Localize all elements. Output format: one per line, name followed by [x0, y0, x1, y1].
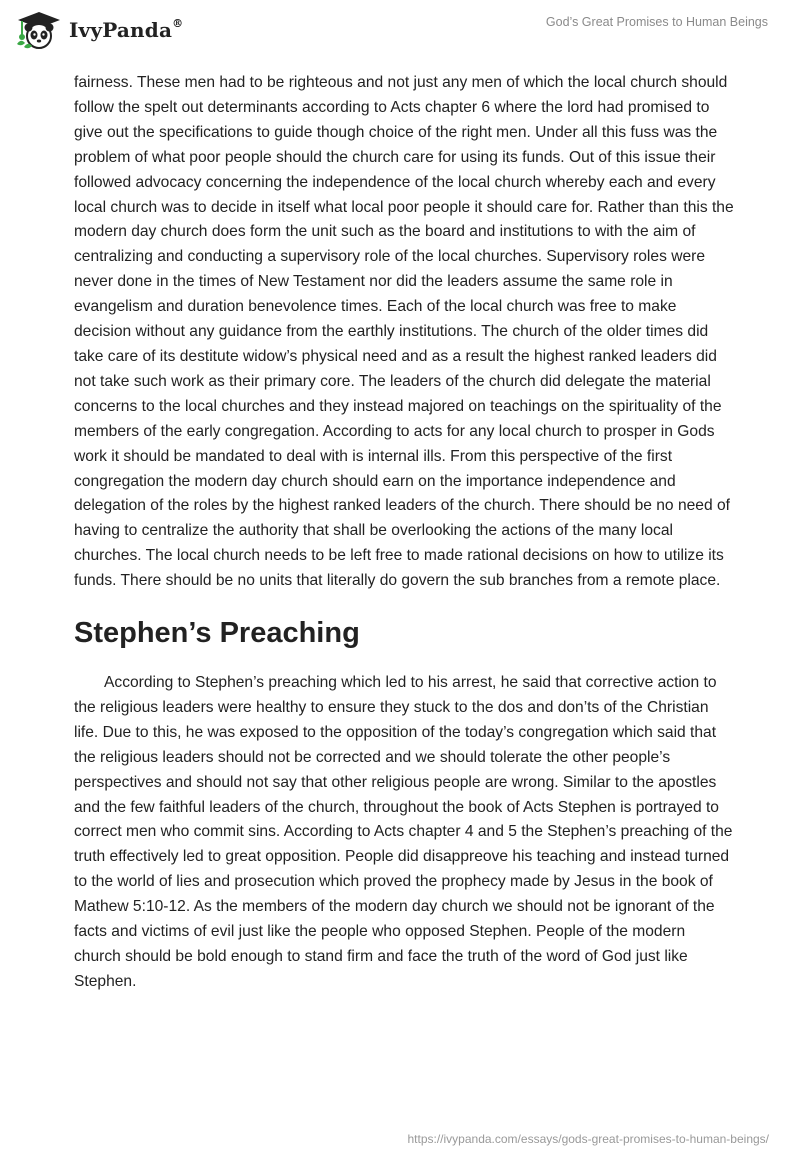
ivypanda-logo[interactable]: [14, 10, 183, 50]
panda-graduate-logo-icon: [14, 10, 64, 50]
body-paragraph: fairness. These men had to be righteous and not just any men of which the local church should follow the spelt out determinants according to Acts chapter 6 where the lord had promised to give out the specifications to guide though choice of the right men. Under all this fuss was the problem of what poor people should the church care for using its funds. Out of this issue their followed advocacy concerning the independence of the local church whereby each and every local church was to decide in itself what local poor people it should care for. Rather than this the modern day church does form the unit such as the board and institutions to with the aim of centralizing and conducting a supervisory role of the local churches. Supervisory roles were never done in the times of New Testament nor did the leaders assume the same role in evangelism and duration benevolence times. Each of the local church was free to make decision without any guidance from the earthly institutions. The church of the older times did take care of its destitute widow’s physical need and as a result the highest ranked leaders did not take such work as their primary core. The leaders of the church did delegate the material concerns to the local churches and they instead majored on teachings on the spirituality of the members of the early congregation. According to acts for any local church to prosper in Gods work it should be mandated to deal with is internal ills. From this perspective of the first congregation the modern day church should earn on the importance independence and delegation of the roles by the highest ranked leaders of the church. There should be no need of having to centralize the authority that shall be overlooking the actions of the many local churches. The local church needs to be left free to made rational decisions on how to utilize its funds. There should be no units that literally do govern the sub branches from a remote place.: [74, 74, 734, 590]
section-heading: Stephen’s Preaching: [74, 617, 360, 650]
source-url[interactable]: https://ivypanda.com/essays/gods-great-promises-to-human-beings/: [407, 1132, 769, 1146]
essay-content: [74, 71, 734, 995]
page-header: [0, 0, 800, 60]
body-paragraph: According to Stephen’s preaching which led to his arrest, he said that corrective action to the religious leaders were healthy to ensure they stuck to the dos and don’ts of the Christian life. Due to this, he was exposed to the opposition of the today’s congregation which said that the religious leaders should not be corrected and we should tolerate the other people’s perspectives and should not say that other religious people are wrong. Similar to the apostles and the few faithful leaders of the church, throughout the book of Acts Stephen is portrayed to correct men who commit sins. According to Acts chapter 4 and 5 the Stephen’s preaching of the truth effectively led to great opposition. People did disappreove his teaching and instead turned to the world of lies and prosecution which proved the prophecy made by Jesus in the book of Mathew 5:10-12. As the members of the modern day church we should not be ignorant of the facts and victims of evil just like the people who opposed Stephen. People of the modern church should be bold enough to stand firm and face the truth of the word of God just like Stephen.: [74, 674, 733, 990]
brand-name: IvyPanda®: [69, 17, 184, 42]
document-title: God’s Great Promises to Human Beings: [545, 15, 768, 29]
